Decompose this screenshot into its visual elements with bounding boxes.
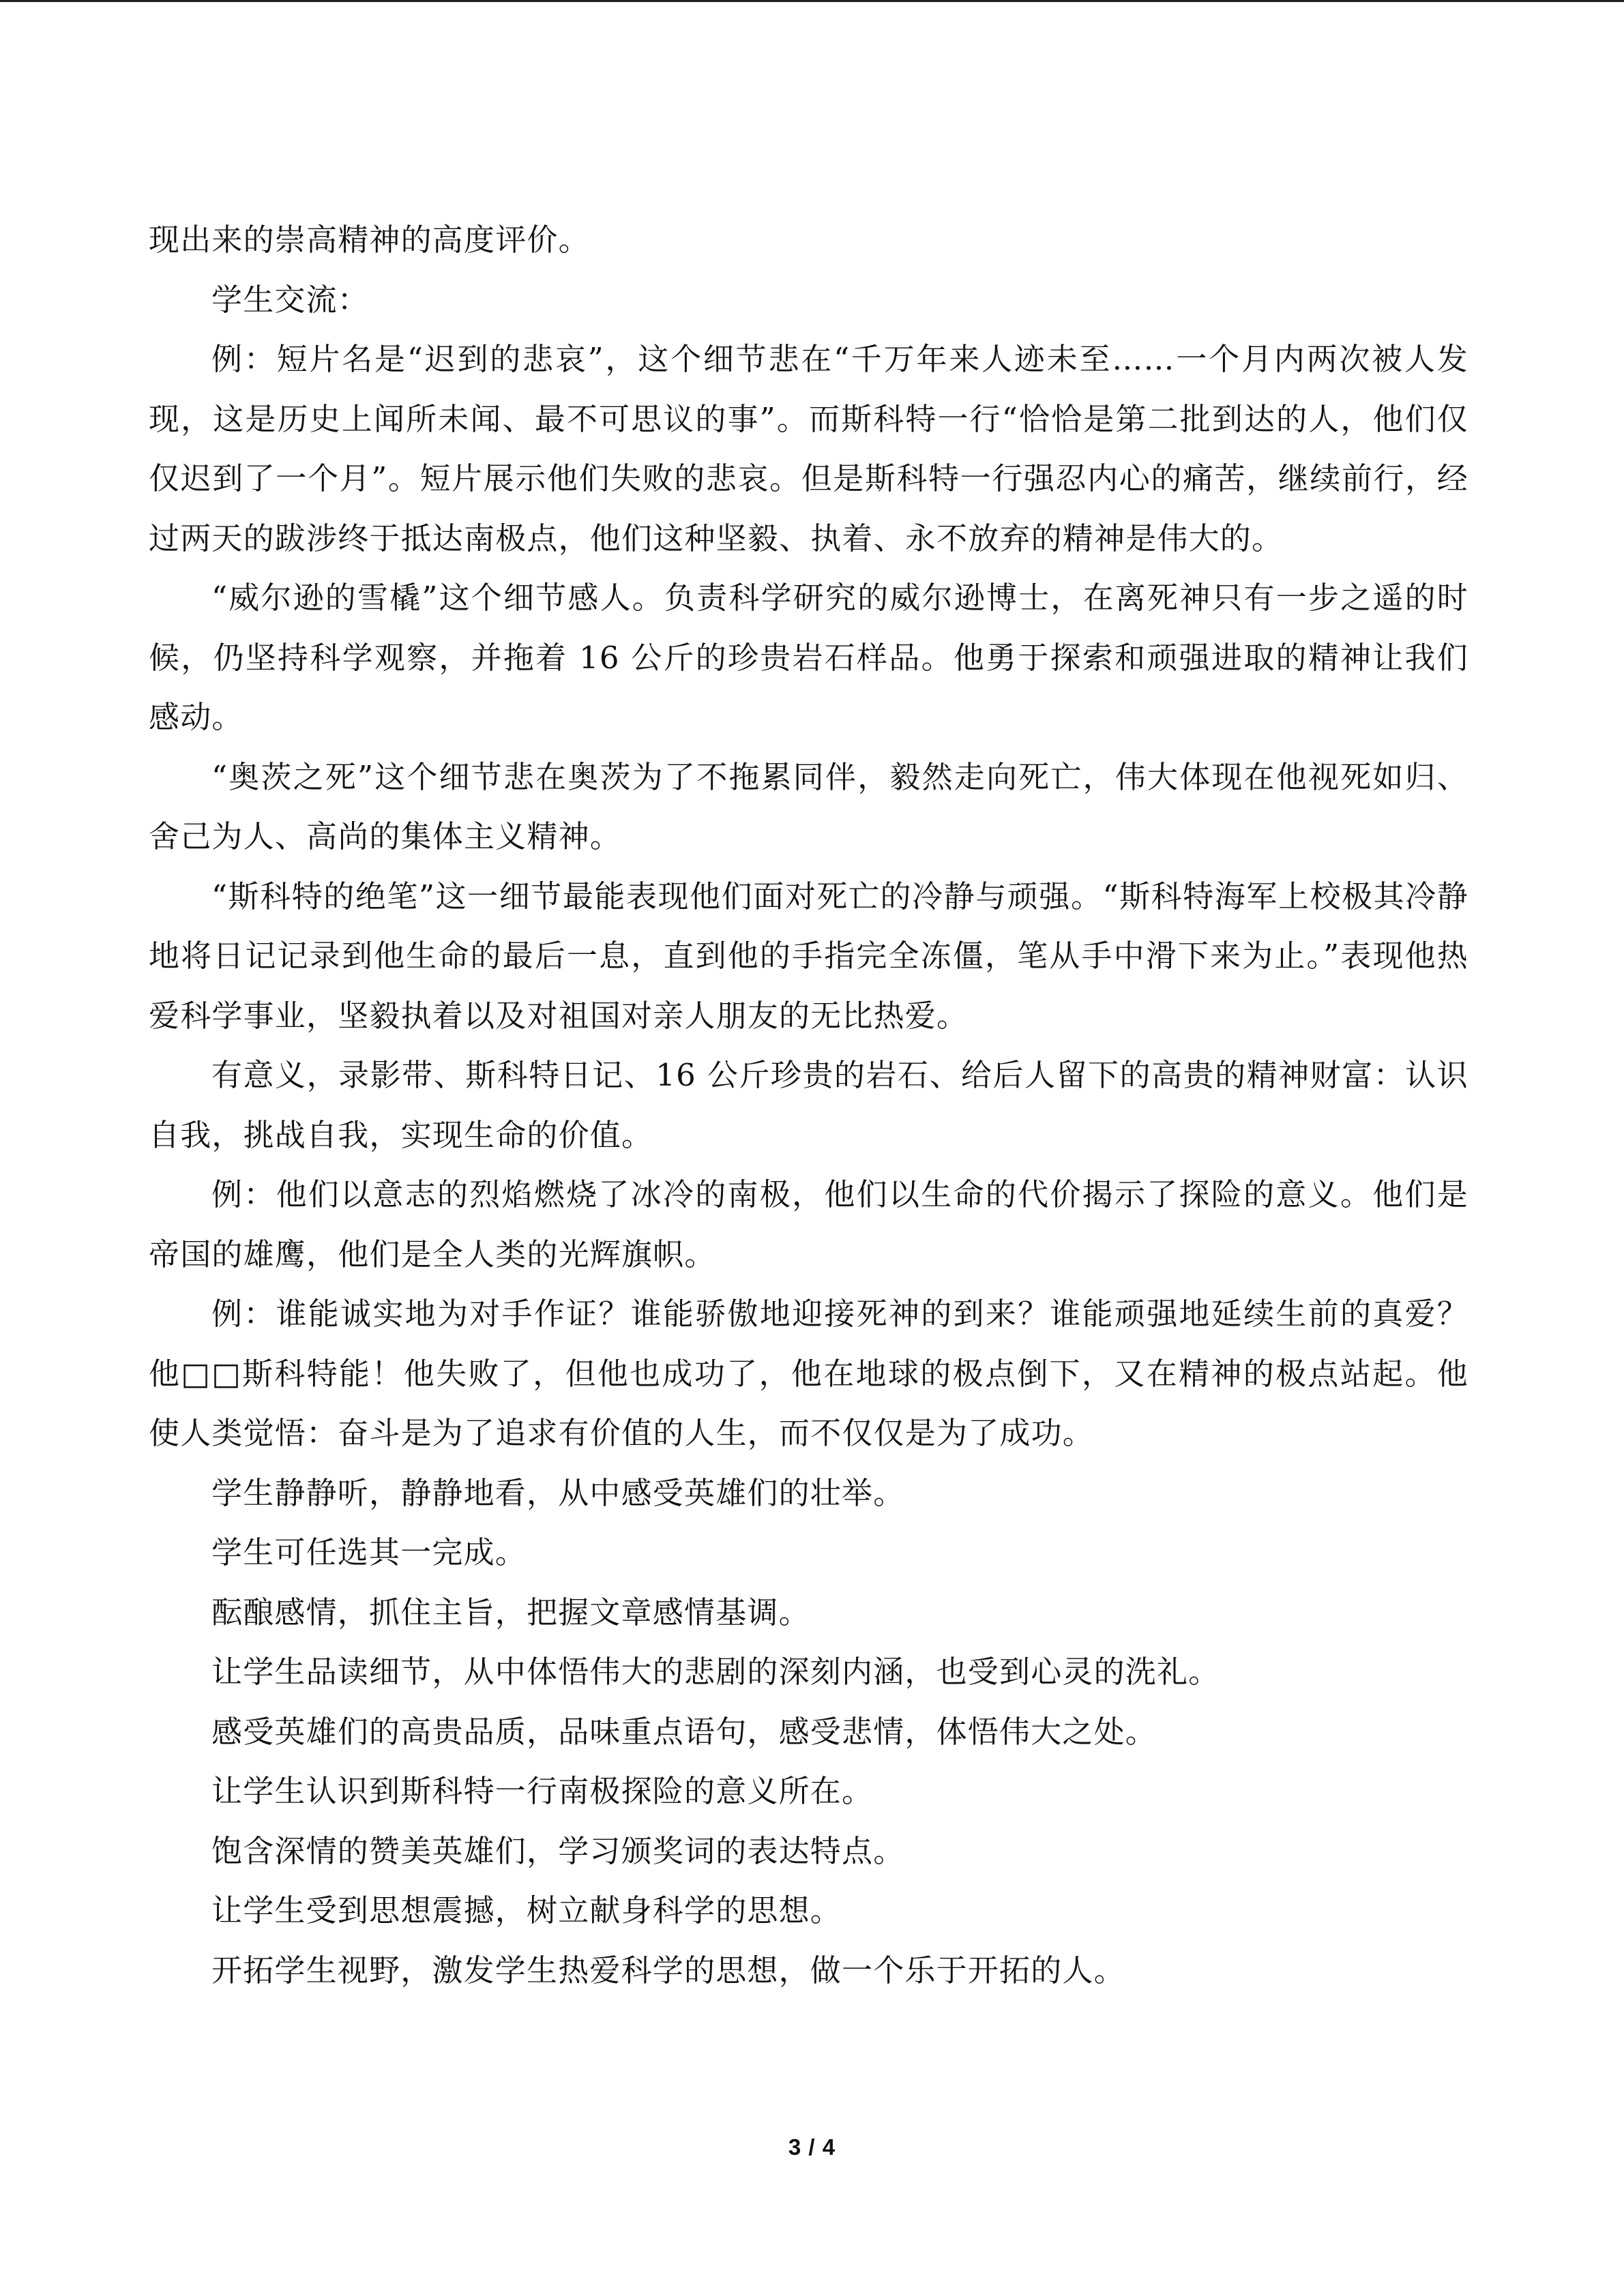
paragraph-late-sorrow: 例：短片名是“迟到的悲哀”，这个细节悲在“千万年来人迹未至……一个月内两次被人发现，这是历史上闻所未闻、最不可思议的事”。而斯科特一行“恰恰是第二批到达的人，他们仅仅迟到了一个月”。短片展示他们失败的悲哀。但是斯科特一行强忍内心的痛苦，继续前行，经过两天的跋涉终于抵达南极点，他们这种坚毅、执着、永不放弃的精神是伟大的。 — [149, 341, 1468, 556]
document-body — [149, 210, 1468, 2000]
paragraph-expedition-meaning: 让学生认识到斯科特一行南极探险的意义所在。 — [211, 1773, 874, 1809]
paragraph-continuation: 现出来的崇高精神的高度评价。 — [149, 222, 590, 258]
paragraph-award-speech: 饱含深情的赞美英雄们，学习颁奖词的表达特点。 — [211, 1832, 905, 1869]
paragraph-dedication: 让学生受到思想震撼，树立献身科学的思想。 — [211, 1892, 842, 1928]
paragraph-noble-qualities: 感受英雄们的高贵品质，品味重点语句，感受悲情，体悟伟大之处。 — [211, 1713, 1157, 1750]
paragraph-meaning: 有意义，录影带、斯科特日记、16 公斤珍贵的岩石、给后人留下的高贵的精神财富：认识自我，挑战自我，实现生命的价值。 — [149, 1057, 1468, 1153]
paragraph-broaden-horizons: 开拓学生视野，激发学生热爱科学的思想，做一个乐于开拓的人。 — [211, 1952, 1125, 1988]
paragraph-student-exchange: 学生交流： — [211, 281, 370, 318]
paragraph-build-emotion: 酝酿感情，抓住主旨，把握文章感情基调。 — [211, 1594, 810, 1630]
paragraph-scott-last-words: “斯科特的绝笔”这一细节最能表现他们面对死亡的冷静与顽强。“斯科特海军上校极其冷静地将日记记录到他生命的最后一息，直到他的手指完全冻僵，笔从手中滑下来为止。”表现他热爱科学事业，坚毅执着以及对祖国对亲人朋友的无比热爱。 — [149, 878, 1468, 1034]
page-number: 3 / 4 — [788, 2134, 836, 2160]
paragraph-students-listen: 学生静静听，静静地看，从中感受英雄们的壮举。 — [211, 1474, 905, 1511]
paragraph-oates-death: “奥茨之死”这个细节悲在奥茨为了不拖累同伴，毅然走向死亡，伟大体现在他视死如归、舍己为人、高尚的集体主义精神。 — [149, 758, 1468, 854]
paragraph-wilson-sled: “威尔逊的雪橇”这个细节感人。负责科学研究的威尔逊博士，在离死神只有一步之遥的时候，仍坚持科学观察，并拖着 16 公斤的珍贵岩石样品。他勇于探索和顽强进取的精神让我们感动。 — [149, 580, 1468, 735]
top-border-line — [0, 0, 1624, 2]
paragraph-choose-one: 学生可任选其一完成。 — [211, 1534, 527, 1570]
paragraph-example-questions: 例：谁能诚实地为对手作证？谁能骄傲地迎接死神的到来？谁能顽强地延续生前的真爱？他□□斯科特能！他失败了，但他也成功了，他在地球的极点倒下，又在精神的极点站起。他使人类觉悟：奋斗是为了追求有价值的人生，而不仅仅是为了成功。 — [149, 1296, 1468, 1451]
paragraph-read-details: 让学生品读细节，从中体悟伟大的悲剧的深刻内涵，也受到心灵的洗礼。 — [211, 1654, 1220, 1690]
paragraph-example-flame: 例：他们以意志的烈焰燃烧了冰冷的南极，他们以生命的代价揭示了探险的意义。他们是帝国的雄鹰，他们是全人类的光辉旗帜。 — [149, 1176, 1468, 1272]
